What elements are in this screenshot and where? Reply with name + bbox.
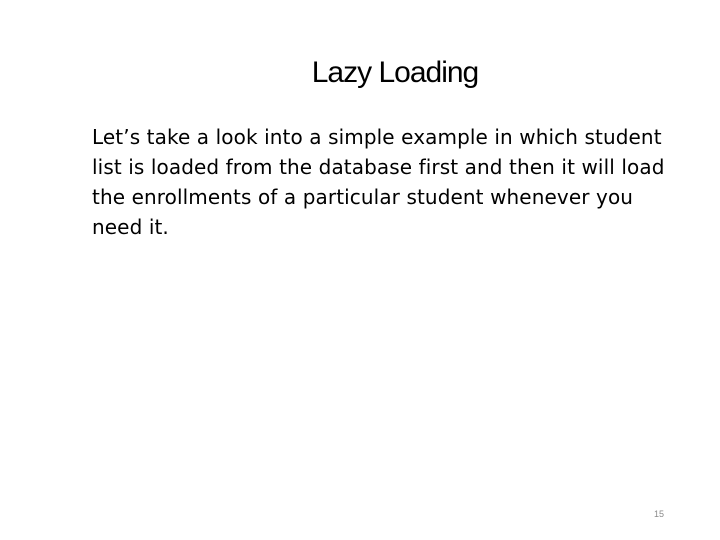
slide-title: Lazy Loading — [311, 56, 479, 89]
slide-body-text: Let’s take a look into a simple example in which student list is loaded from the database first and then it will load the enrollments of a particular student whenever you need it. — [92, 125, 665, 239]
page-number: 15 — [653, 509, 664, 519]
